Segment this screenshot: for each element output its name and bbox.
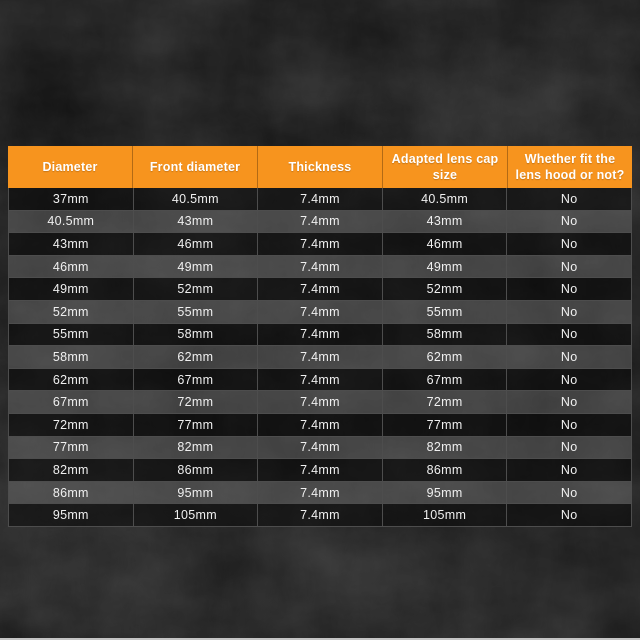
table-body <box>8 188 632 527</box>
table-cell: 7.4mm <box>258 482 383 504</box>
table-cell: 7.4mm <box>258 211 383 233</box>
table-row <box>9 504 631 526</box>
table-row <box>9 301 631 324</box>
table-cell: No <box>560 508 578 523</box>
table-cell: 82mm <box>9 459 134 481</box>
table-cell: 43mm <box>9 233 134 255</box>
table-row <box>9 459 631 482</box>
table-cell: 95mm <box>383 482 508 504</box>
table-cell: 7.4mm <box>258 256 383 278</box>
table-cell: 49mm <box>383 256 508 278</box>
table-cell: 49mm <box>9 278 134 300</box>
table-cell: 62mm <box>9 369 134 391</box>
table-cell: No <box>560 214 578 229</box>
table-cell: No <box>560 304 578 319</box>
table-cell: 52mm <box>383 278 508 300</box>
table-cell: No <box>560 282 578 297</box>
table-cell: 43mm <box>134 211 259 233</box>
table-cell: 52mm <box>9 301 134 323</box>
table-cell: 40.5mm <box>134 188 259 210</box>
lens-adapter-spec-table <box>8 146 632 527</box>
column-header-thickness: Thickness <box>258 146 383 188</box>
table-cell: 86mm <box>9 482 134 504</box>
table-cell: 58mm <box>383 324 508 346</box>
table-row <box>9 324 631 347</box>
table-cell: 55mm <box>383 301 508 323</box>
table-cell: No <box>560 417 578 432</box>
table-cell: 7.4mm <box>258 459 383 481</box>
table-cell: 7.4mm <box>258 188 383 210</box>
table-cell: No <box>560 259 578 274</box>
table-cell: 72mm <box>134 391 259 413</box>
table-cell: 7.4mm <box>258 437 383 459</box>
table-row <box>9 437 631 460</box>
table-cell: 95mm <box>134 482 259 504</box>
table-cell: 58mm <box>9 346 134 368</box>
table-cell: 77mm <box>383 414 508 436</box>
table-row <box>9 346 631 369</box>
table-row <box>9 188 631 211</box>
table-row <box>9 391 631 414</box>
table-cell: 62mm <box>134 346 259 368</box>
table-cell: 105mm <box>383 504 508 526</box>
column-header-lens-hood-fit: Whether fit the lens hood or not? <box>515 151 625 182</box>
table-cell: 7.4mm <box>258 504 383 526</box>
table-cell: No <box>560 191 578 206</box>
table-row <box>9 233 631 256</box>
table-cell: 46mm <box>9 256 134 278</box>
column-header-front-diameter: Front diameter <box>133 146 258 188</box>
table-row <box>9 278 631 301</box>
table-cell: No <box>560 236 578 251</box>
table-cell: 55mm <box>134 301 259 323</box>
table-cell: 58mm <box>134 324 259 346</box>
table-cell: No <box>560 349 578 364</box>
table-cell: No <box>560 440 578 455</box>
table-cell: 40.5mm <box>383 188 508 210</box>
column-header-cap-size: Adapted lens cap size <box>383 146 508 188</box>
table-cell: 67mm <box>9 391 134 413</box>
table-row <box>9 369 631 392</box>
table-cell: 49mm <box>134 256 259 278</box>
table-cell: 7.4mm <box>258 324 383 346</box>
column-header-diameter: Diameter <box>8 146 133 188</box>
table-cell: 72mm <box>383 391 508 413</box>
table-cell: 82mm <box>383 437 508 459</box>
table-cell: 77mm <box>134 414 259 436</box>
table-cell: 67mm <box>383 369 508 391</box>
table-cell: 86mm <box>134 459 259 481</box>
table-cell: 95mm <box>9 504 134 526</box>
table-cell: 7.4mm <box>258 278 383 300</box>
table-cell: 46mm <box>134 233 259 255</box>
table-cell: 7.4mm <box>258 369 383 391</box>
table-cell: 40.5mm <box>9 211 134 233</box>
table-cell: 72mm <box>9 414 134 436</box>
table-cell: No <box>560 462 578 477</box>
table-cell: 7.4mm <box>258 414 383 436</box>
table-cell: 7.4mm <box>258 391 383 413</box>
table-cell: 43mm <box>383 211 508 233</box>
table-cell: 37mm <box>9 188 134 210</box>
table-cell: No <box>560 395 578 410</box>
table-cell: 67mm <box>134 369 259 391</box>
table-header-row <box>8 146 632 188</box>
table-cell: 7.4mm <box>258 233 383 255</box>
table-cell: 86mm <box>383 459 508 481</box>
table-cell: 82mm <box>134 437 259 459</box>
table-row <box>9 414 631 437</box>
table-cell: 7.4mm <box>258 346 383 368</box>
table-cell: 77mm <box>9 437 134 459</box>
table-cell: 55mm <box>9 324 134 346</box>
table-cell: 62mm <box>383 346 508 368</box>
table-row <box>9 482 631 505</box>
table-cell: No <box>560 327 578 342</box>
table-row <box>9 256 631 279</box>
table-cell: No <box>560 372 578 387</box>
table-cell: 7.4mm <box>258 301 383 323</box>
table-cell: No <box>560 485 578 500</box>
table-cell: 105mm <box>134 504 259 526</box>
table-cell: 52mm <box>134 278 259 300</box>
table-cell: 46mm <box>383 233 508 255</box>
table-row <box>9 211 631 234</box>
